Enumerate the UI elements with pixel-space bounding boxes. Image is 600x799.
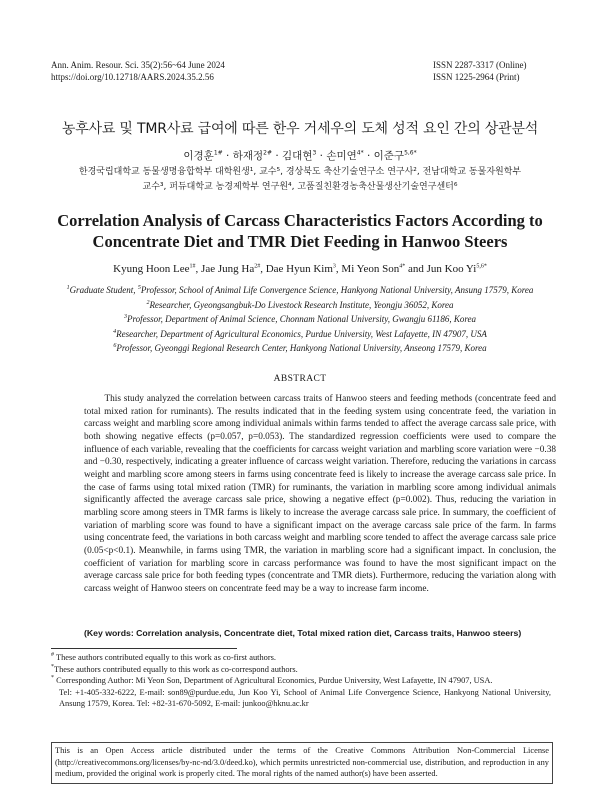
affiliation-line: $^2$Researcher, Gyeongsangbuk-Do Livestock Research Institute, Yeongju 36052, Korea: [146, 299, 454, 310]
abstract-heading: ABSTRACT: [273, 374, 327, 384]
korean-author: 손미연$^{4*}$: [326, 149, 364, 162]
english-author: Dae Hyun Kim$^3$: [265, 263, 336, 275]
footnote-contact: Tel: +1-405-332-6222, E-mail: son89@purdue.edu, Jun Koo Yi, School of Animal Life Convergence Science, Hankyong National University, Ansung 17579, Korea. Tel: +82-31-670-5092, E-mail: junkoo@hknu.ac.kr: [59, 687, 551, 709]
footnote-co-correspond: *These authors contributed equally to this work as co-correspond authors.: [51, 663, 298, 674]
korean-affil-line: 교수³, 퍼듀대학교 농경제학부 연구원⁴, 고품질친환경농축산물생산기술연구센터⁶: [142, 182, 458, 192]
footnote-co-first: # These authors contributed equally to this work as co-first authors.: [51, 652, 276, 662]
english-authors: Kyung Hoon Lee$^{1\#}$, Jae Jung $Ha^{2\#}$, Dae Hyun Kim$^3$, Mi Yeon Son$^{4*}$ and Jun Koo $Yi^{5,6*}$: [113, 263, 487, 275]
korean-authors: [0, 148, 600, 163]
author-separator: ·: [366, 150, 371, 162]
korean-author: 이경훈$^{1\#}$: [183, 149, 223, 162]
english-author: Mi Yeon Son$^{4*}$: [341, 263, 406, 275]
footnote-rule: [51, 648, 237, 649]
issn-online: ISSN 2287-3317 (Online): [433, 60, 527, 70]
korean-affil-line: 한경국립대학교 동물생명융합학부 대학원생¹, 교수⁵, 경상북도 축산기술연구소 연구사², 전남대학교 동물자원학부: [78, 167, 522, 177]
english-author: Jae Jung $Ha^{2\#}$: [201, 263, 261, 275]
footnote-corresponding: * Corresponding Author: Mi Yeon Son, Department of Agricultural Economics, Purdue University, West Lafayette, IN 47907, USA.: [51, 675, 493, 686]
affiliation-line: $^3$Professor, Department of Animal Science, Chonnam National University, Gwangju 61186, Korea: [124, 314, 476, 325]
issn-block: [433, 59, 527, 83]
doi-link[interactable]: https://doi.org/10.12718/AARS.2024.35.2.56: [51, 72, 214, 82]
affiliation-line: $^1$Graduate Student, $^5$Professor, School of Animal Life Convergence Science, Hankyong National University, Ansung 17579, Korea: [66, 285, 534, 295]
english-title: [30, 210, 570, 252]
english-title-line: Concentrate Diet and TMR Diet Feeding in Hanwoo Steers: [92, 232, 508, 251]
affiliation-line: $^4$Researcher, Department of Agricultural Economics, Purdue University, West Lafayette, IN 47907, USA: [113, 328, 487, 339]
author-separator: ·: [319, 150, 323, 162]
korean-author: 하재정$^{2\#}$: [232, 149, 272, 162]
korean-author: 김대현$^3$: [282, 149, 317, 162]
affiliation-line: $^6$Professor, Gyeonggi Regional Research Center, Hankyong National University, Anseong 17579, Korea: [113, 343, 487, 354]
korean-title: 농후사료 및 TMR사료 급여에 따른 한우 거세우의 도체 성적 요인 간의 상관분석: [61, 121, 539, 137]
footnotes: [51, 652, 551, 710]
journal-citation: [51, 59, 225, 83]
open-access-notice: This is an Open Access article distributed under the terms of the Creative Commons Attribution Non-Commercial License (http://creativecommons.org/licenses/by-nc-nd/3.0/deed.ko), which permits unrestricted non-commercial use, distribution, and reproduction in any medium, provided the original work is properly cited. The moral rights of the named author(s) have been asserted.: [51, 742, 553, 784]
author-separator: ·: [226, 150, 230, 162]
english-author: Jun Koo $Yi^{5,6*}$: [426, 263, 487, 275]
abstract-body: This study analyzed the correlation between carcass traits of Hanwoo steers and feeding methods (concentrate feed and total mixed ration for ruminants). The results indicated that in the feeding system using concentrate feed, the variation in carcass weight and marbling score among individual animals within farms tended to affect the average carcass sale price, with both showing negative effects (p=0.057, p=0.053). The standardized regression coefficients were used to compare the influence of each variable, revealing that the coefficients for carcass weight variation and marbling score variation were −0.38 and −0.30, respectively, indicating a greater influence of carcass weight variation. Therefore, reducing the variations in carcass weight and marbling score among steers in farms using concentrate feed is likely to increase the average carcass sale price. In the case of farms using total mixed ration (TMR) for ruminants, the variation in marbling score among individual animals significantly affected the average carcass sale price, showing a negative effect (p=0.002). Thus, reducing the variation in marbling score among steers in TMR farms is likely to increase the average carcass sale price. In summary, the coefficient of variation of marbling score was found to have a significant impact on the average carcass sale price of the farm. In farms using concentrate feed, the variations in both carcass weight and marbling score tended to affect the average carcass sale price (0.05<p<0.1). Meanwhile, in farms using TMR, the variation in marbling score had a significant impact. In conclusion, the coefficient of variation for marbling score in carcass performance was found to have the most significant impact on the average carcass sale price for both feeding types (concentrate and TMR diets). Furthermore, reducing the variation along with carcass weight of Hanwoo steers on concentrate feed may be a way to increase farm income.: [84, 394, 556, 594]
english-author: Kyung Hoon Lee$^{1\#}$: [113, 263, 196, 275]
issn-print: ISSN 1225-2964 (Print): [433, 72, 520, 82]
author-separator: ·: [275, 150, 279, 162]
korean-affiliations: [30, 165, 570, 195]
keywords: (Key words: Correlation analysis, Concentrate diet, Total mixed ration diet, Carcass traits, Hanwoo steers): [84, 628, 522, 638]
journal-line: Ann. Anim. Resour. Sci. 35(2):56~64 June 2024: [51, 60, 225, 70]
korean-author: 이준구$^{5,6*}$: [373, 149, 417, 162]
english-title-line: Correlation Analysis of Carcass Characteristics Factors According to: [57, 211, 543, 230]
english-affiliations: [40, 283, 560, 356]
